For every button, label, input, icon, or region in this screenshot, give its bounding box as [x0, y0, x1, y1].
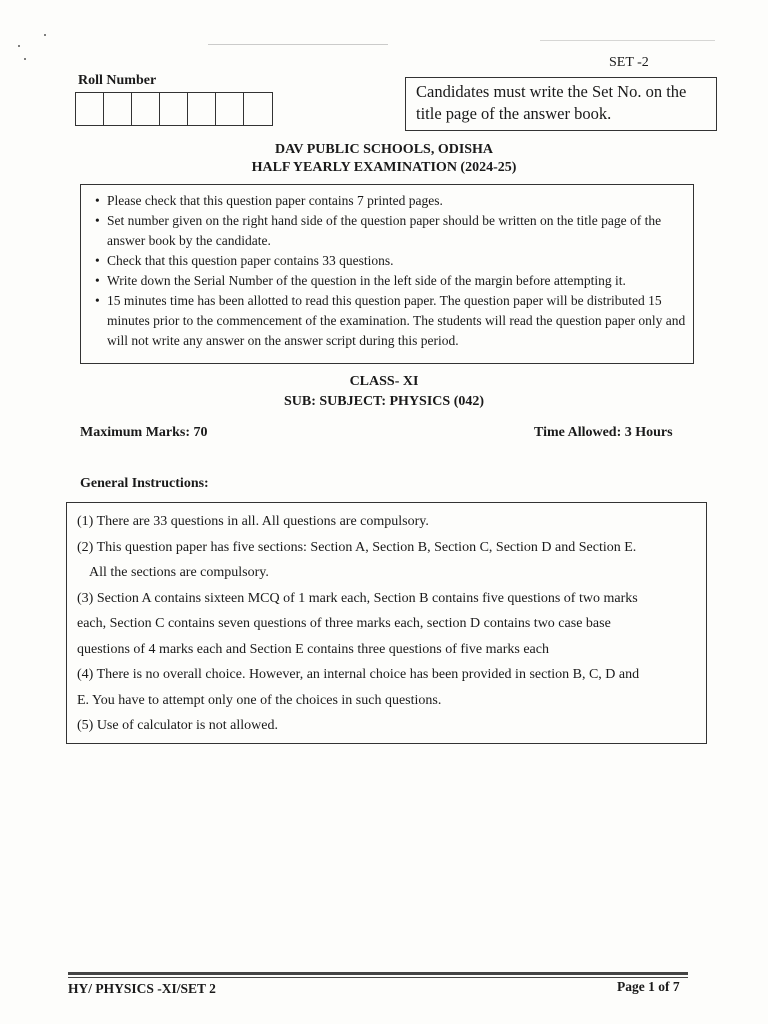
school-header: [0, 141, 768, 177]
bullet-dot-icon: •: [95, 293, 100, 308]
scan-artifact-line: [208, 44, 388, 45]
set-number-label: SET -2: [609, 55, 649, 70]
bullet-item: • Check that this question paper contains 33 questions.: [95, 251, 687, 271]
instruction-line: each, Section C contains seven questions of three marks each, section D contains two case base: [77, 616, 611, 631]
general-instructions-heading: General Instructions:: [80, 476, 209, 491]
bullet-dot-icon: •: [95, 273, 100, 288]
scan-speck: [18, 45, 20, 47]
scan-artifact-line: [540, 40, 715, 41]
bullet-dot-icon: •: [95, 193, 100, 208]
footer-rule: [68, 977, 688, 978]
footer-rule: [68, 972, 688, 975]
subject-label: SUB: SUBJECT: PHYSICS (042): [283, 394, 485, 409]
set-note-line: title page of the answer book.: [416, 104, 612, 123]
exam-title: HALF YEARLY EXAMINATION (2024-25): [251, 160, 517, 175]
roll-number-cell: [76, 93, 104, 125]
instruction-line: (3) Section A contains sixteen MCQ of 1 mark each, Section B contains five questions of two marks: [77, 590, 638, 606]
paper-check-instructions: [80, 184, 694, 364]
roll-number-grid: [75, 92, 273, 126]
scan-speck: [24, 58, 26, 60]
instruction-line: (1) There are 33 questions in all. All questions are compulsory.: [77, 514, 429, 529]
roll-number-cell: [188, 93, 216, 125]
bullet-dot-icon: •: [95, 213, 100, 228]
school-name: DAV PUBLIC SCHOOLS, ODISHA: [274, 142, 494, 157]
roll-number-label: Roll Number: [78, 73, 157, 88]
footer-page-number: Page 1 of 7: [617, 979, 680, 994]
roll-number-cell: [160, 93, 188, 125]
footer-paper-code: HY/ PHYSICS -XI/SET 2: [68, 981, 216, 996]
roll-number-cell: [104, 93, 132, 125]
time-allowed: Time Allowed: 3 Hours: [534, 425, 673, 440]
instruction-line: (5) Use of calculator is not allowed.: [77, 718, 278, 733]
bullet-item: • Please check that this question paper contains 7 printed pages.: [95, 191, 687, 211]
scan-speck: [44, 34, 46, 36]
instruction-line: (2) This question paper has five sections: Section A, Section B, Section C, Section D and Section E.: [77, 539, 637, 555]
instruction-line: All the sections are compulsory.: [89, 565, 269, 580]
class-label: CLASS- XI: [349, 374, 419, 389]
general-instructions-box: [66, 502, 707, 744]
roll-number-cell: [132, 93, 160, 125]
set-number-note-box: [405, 77, 717, 131]
roll-number-cell: [216, 93, 244, 125]
bullet-item: • Set number given on the right hand side of the question paper should be written on the title page of the answer book by the candidate.: [95, 213, 662, 248]
set-note-line: Candidates must write the Set No. on the: [416, 82, 687, 101]
instruction-line: (4) There is no overall choice. However, an internal choice has been provided in section B, C, D and: [77, 667, 640, 682]
instruction-line: questions of 4 marks each and Section E contains three questions of five marks each: [77, 641, 549, 657]
bullet-item: • 15 minutes time has been allotted to read this question paper. The question paper will be distributed 15 minutes prior to the commencement of the examination. The students will read the question paper only and will not write any answer on the answer script during this period.: [95, 293, 686, 348]
maximum-marks: Maximum Marks: 70: [80, 425, 208, 440]
class-subject-block: [0, 372, 768, 412]
instruction-line: E. You have to attempt only one of the choices in such questions.: [77, 692, 442, 708]
bullet-dot-icon: •: [95, 253, 100, 268]
roll-number-cell: [244, 93, 272, 125]
bullet-item: • Write down the Serial Number of the question in the left side of the margin before attempting it.: [95, 271, 687, 291]
